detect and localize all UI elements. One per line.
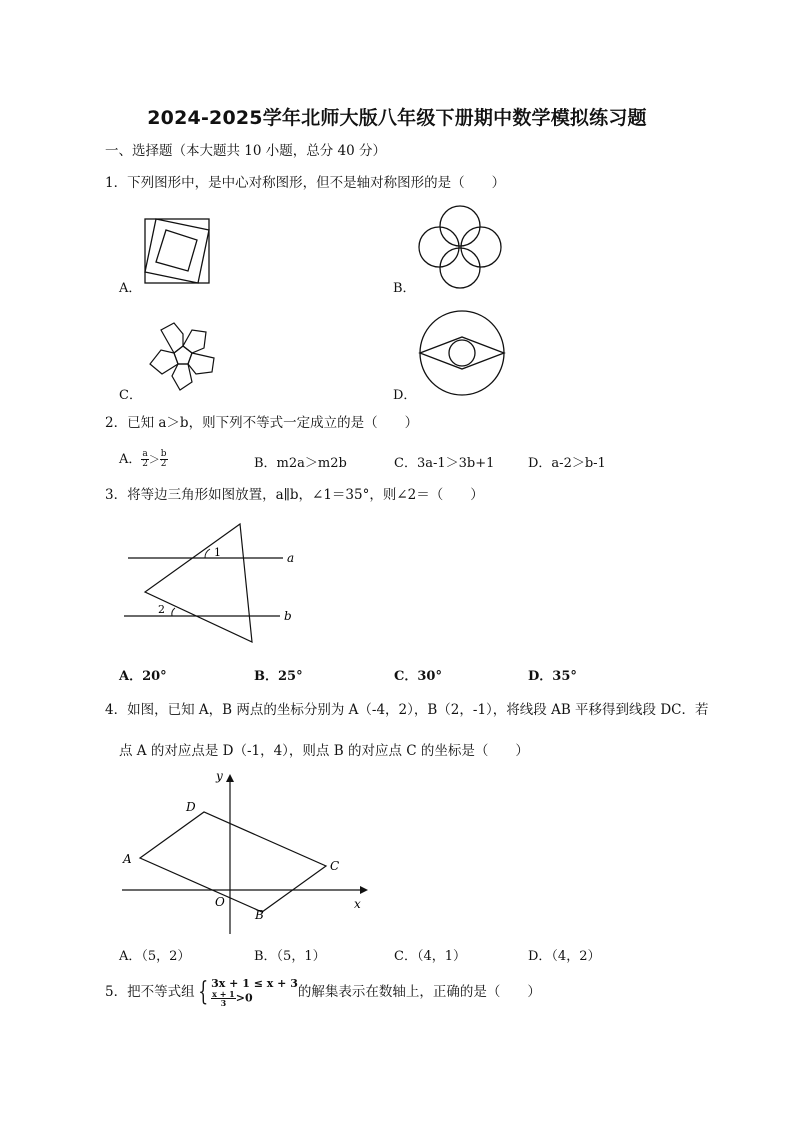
q1-figure-a [144, 218, 210, 284]
q2-option-a [119, 448, 168, 469]
inequality-line-2-relation: >0 [235, 991, 253, 1005]
q5-stem [105, 977, 541, 1007]
fraction-numerator: b [160, 449, 167, 459]
point-A-label: A [123, 852, 132, 866]
fraction-denominator: 2 [142, 459, 148, 469]
fraction-numerator: a [142, 449, 148, 459]
q1-stem: 1．下列图形中，是中心对称图形，但不是轴对称图形的是（ ） [105, 175, 506, 191]
q1-figure-d [418, 309, 506, 397]
q1-label-c: C． [119, 388, 142, 403]
section-heading: 一、选择题（本大题共 10 小题，总分 40 分） [105, 143, 387, 159]
q3-stem: 3．将等边三角形如图放置，a∥b，∠1＝35°，则∠2＝（ ） [105, 487, 484, 503]
q2-option-b: B．m2a＞m2b [254, 456, 347, 471]
q3-option-c: C．30° [394, 669, 442, 684]
angle-2-label: 2 [158, 603, 165, 616]
x-axis-label: x [354, 897, 361, 911]
q5-stem-prefix: 5．把不等式组 [105, 984, 195, 1000]
q4-stem-line1: 4．如图，已知 A，B 两点的坐标分别为 A（-4，2），B（2，-1），将线段 AB 平移得到线段 DC．若 [105, 702, 709, 718]
point-B-label: B [255, 908, 264, 922]
q4-coordinate-figure [118, 768, 374, 938]
fraction-denominator: 2 [160, 459, 167, 469]
q2-option-a-relation: ＞ [148, 453, 160, 466]
system-brace: { [197, 977, 208, 1007]
parallelogram-ADCB [140, 812, 326, 912]
inequality-line-2 [211, 990, 298, 1007]
line-a-label: a [287, 551, 295, 565]
q2-option-c: C．3a-1＞3b+1 [394, 456, 495, 471]
q3-option-d: D．35° [528, 669, 577, 684]
point-D-label: D [186, 800, 196, 814]
q1-figure-c [144, 320, 222, 394]
inequality-fraction [211, 990, 236, 1007]
inequality-line-1: 3x + 1 ≤ x + 3 [211, 977, 298, 990]
y-axis-label: y [216, 769, 223, 783]
point-C-label: C [330, 859, 340, 873]
q2-fraction-a-over-2 [141, 450, 148, 469]
q4-option-d: D．（4，2） [528, 949, 601, 964]
q4-stem-line2: 点 A 的对应点是 D（-1，4），则点 B 的对应点 C 的坐标是（ ） [119, 743, 529, 759]
q4-option-c: C．（4，1） [394, 949, 466, 964]
q1-label-a: A． [119, 281, 142, 296]
q3-option-b: B．25° [254, 669, 303, 684]
q1-label-d: D． [393, 388, 417, 403]
origin-label: O [215, 895, 225, 909]
q1-figure-b [418, 205, 502, 289]
q4-option-b: B．（5，1） [254, 949, 326, 964]
fraction-denominator: 3 [220, 998, 227, 1008]
angle-1-label: 1 [214, 546, 221, 559]
q1-label-b: B． [393, 281, 416, 296]
q4-option-a: A．（5，2） [119, 949, 191, 964]
q2-stem: 2．已知 a＞b，则下列不等式一定成立的是（ ） [105, 415, 419, 431]
q2-option-d: D．a-2＞b-1 [528, 456, 606, 471]
q5-stem-suffix: 的解集表示在数轴上，正确的是（ ） [297, 984, 541, 1000]
q3-option-a: A．20° [119, 669, 167, 684]
inequality-system [211, 977, 298, 1007]
page-title: 2024-2025学年北师大版八年级下册期中数学模拟练习题 [147, 107, 647, 129]
q2-fraction-b-over-2 [160, 450, 168, 469]
q3-triangle-figure [120, 520, 310, 650]
fraction-numerator: x + 1 [212, 989, 235, 999]
equilateral-triangle [145, 524, 252, 642]
q2-option-a-prefix: A． [119, 452, 142, 467]
line-b-label: b [284, 609, 292, 623]
